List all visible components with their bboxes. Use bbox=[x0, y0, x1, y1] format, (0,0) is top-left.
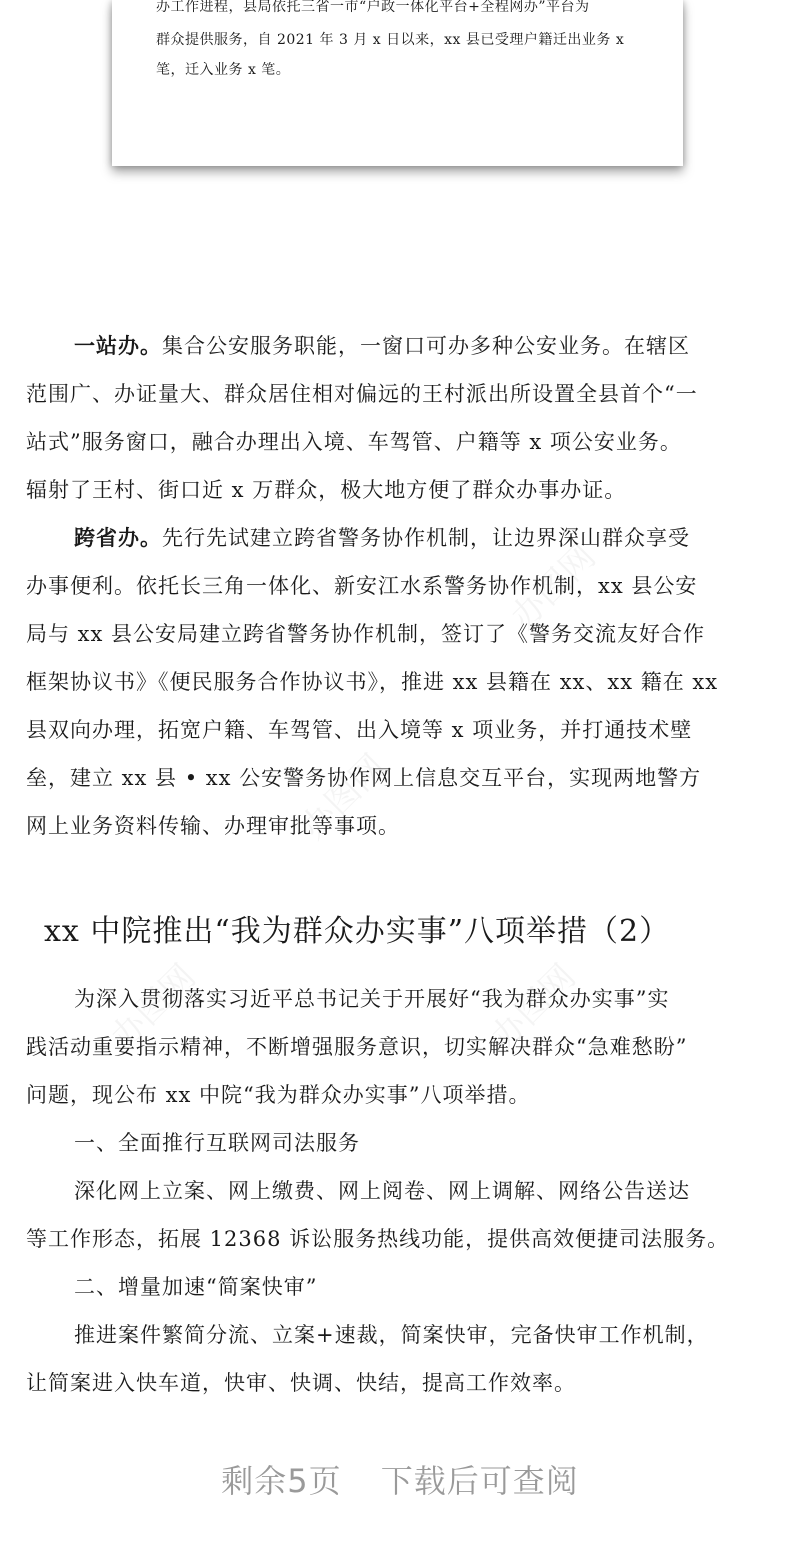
paragraph-lead: 一站办。 bbox=[74, 333, 162, 358]
paragraph-line: 框架协议书》《便民服务合作协议书》，推进 xx 县籍在 xx、xx 籍在 xx bbox=[26, 670, 719, 694]
paragraph-line bbox=[26, 514, 786, 562]
paragraph-line: 为深入贯彻落实习近平总书记关于开展好“我为群众办实事”实 bbox=[74, 987, 670, 1011]
item-heading: 一、全面推行互联网司法服务 bbox=[74, 1131, 360, 1155]
paragraph-line: 推进案件繁简分流、立案+速裁，简案快审，完备快审工作机制， bbox=[74, 1323, 709, 1347]
paragraph-line: 辐射了王村、街口近 x 万群众，极大地方便了群众办事办证。 bbox=[26, 478, 627, 502]
paragraph-line: 办事便利。依托长三角一体化、新安江水系警务协作机制，xx 县公安 bbox=[26, 574, 698, 598]
paragraph-lead: 跨省办。 bbox=[74, 525, 162, 550]
preview-line: 笔，迁入业务 x 笔。 bbox=[156, 62, 291, 78]
watermark: 办图网 bbox=[483, 956, 584, 1058]
section-court-measures bbox=[26, 975, 786, 1407]
section-one-station bbox=[26, 322, 786, 850]
paragraph-line: 践活动重要指示精神，不断增强服务意识，切实解决群众“急难愁盼” bbox=[26, 1035, 688, 1059]
paragraph-line: 网上业务资料传输、办理审批等事项。 bbox=[26, 814, 400, 838]
paragraph-line: 等工作形态，拓展 12368 诉讼服务热线功能，提供高效便捷司法服务。 bbox=[26, 1227, 730, 1251]
preview-line: 群众提供服务，自 2021 年 3 月 x 日以来，xx 县已受理户籍迁出业务 x bbox=[156, 32, 625, 48]
preview-line: 办工作进程，县局依托三省一市“户政一体化平台+全程网办”平台为 bbox=[156, 0, 590, 15]
paragraph-line: 垒，建立 xx 县 • xx 公安警务协作网上信息交互平台，实现两地警方 bbox=[26, 766, 702, 790]
paragraph-line: 范围广、办证量大、群众居住相对偏远的王村派出所设置全县首个“一 bbox=[26, 382, 698, 406]
paragraph-line: 问题，现公布 xx 中院“我为群众办实事”八项举措。 bbox=[26, 1083, 531, 1107]
paragraph-text: 先行先试建立跨省警务协作机制，让边界深山群众享受 bbox=[162, 526, 690, 550]
item-heading: 二、增量加速“简案快审” bbox=[74, 1275, 318, 1299]
section-title: xx 中院推出“我为群众办实事”八项举措（2） bbox=[44, 914, 671, 949]
watermark: 办图网 bbox=[503, 536, 604, 638]
paragraph-text: 集合公安服务职能，一窗口可办多种公安业务。在辖区 bbox=[162, 334, 690, 358]
download-to-view-text: 下载后可查阅 bbox=[380, 1462, 579, 1500]
download-prompt[interactable] bbox=[0, 1456, 800, 1502]
watermark: 办图网 bbox=[293, 746, 394, 848]
remaining-pages-text: 剩余5页 bbox=[221, 1462, 342, 1500]
document-preview-card bbox=[112, 0, 683, 166]
paragraph-line: 让简案进入快车道，快审、快调、快结，提高工作效率。 bbox=[26, 1371, 576, 1395]
watermark: 办图网 bbox=[103, 956, 204, 1058]
paragraph-line bbox=[26, 322, 786, 370]
paragraph-line: 站式”服务窗口，融合办理出入境、车驾管、户籍等 x 项公安业务。 bbox=[26, 430, 682, 454]
paragraph-line: 县双向办理，拓宽户籍、车驾管、出入境等 x 项业务，并打通技术壁 bbox=[26, 718, 693, 742]
paragraph-line: 局与 xx 县公安局建立跨省警务协作机制，签订了《警务交流友好合作 bbox=[26, 622, 706, 646]
paragraph-line: 深化网上立案、网上缴费、网上阅卷、网上调解、网络公告送达 bbox=[74, 1179, 690, 1203]
